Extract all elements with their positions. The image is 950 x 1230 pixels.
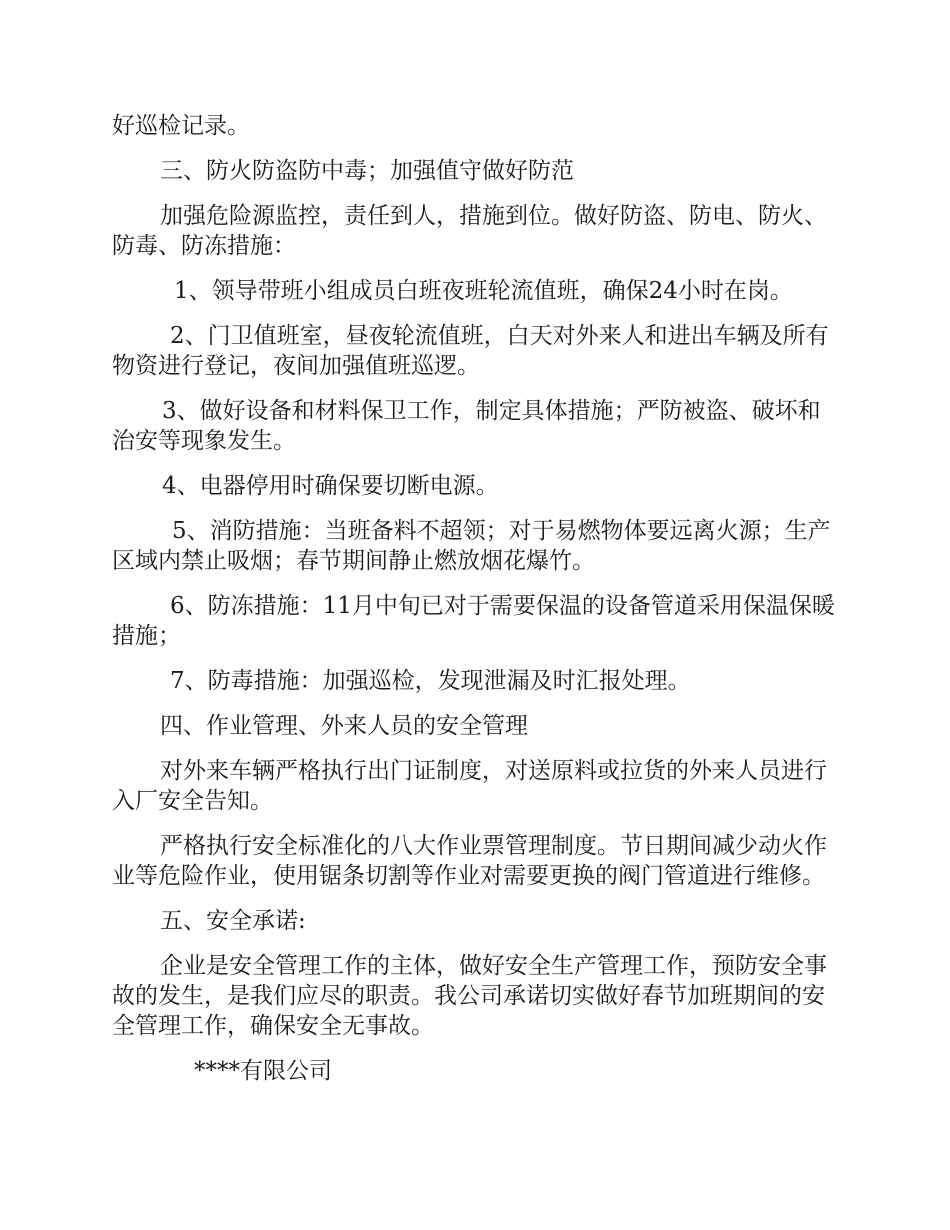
list-item-6: 6、防冻措施：11月中旬已对于需要保温的设备管道采用保温保暖措施； bbox=[112, 593, 835, 649]
list-item-4: 4、电器停用时确保要切断电源。 bbox=[162, 473, 499, 499]
section-heading-fire-theft-poison: 三、防火防盗防中毒；加强值守做好防范 bbox=[160, 158, 574, 184]
list-item-1: 1、领导带班小组成员白班夜班轮流值班，确保24小时在岗。 bbox=[174, 278, 793, 304]
paragraph-continuation: 好巡检记录。 bbox=[112, 113, 250, 139]
list-item-5: 5、消防措施：当班备料不超领；对于易燃物体要远离火源；生产区域内禁止吸烟；春节期间静止燃放烟花爆竹。 bbox=[112, 518, 831, 574]
list-item-2: 2、门卫值班室，昼夜轮流值班，白天对外来人和进出车辆及所有物资进行登记，夜间加强值班巡逻。 bbox=[112, 323, 829, 379]
list-item-3: 3、做好设备和材料保卫工作，制定具体措施；严防被盗、破坏和治安等现象发生。 bbox=[112, 398, 821, 454]
section-heading-safety-commitment: 五、安全承诺: bbox=[160, 908, 306, 934]
paragraph-commitment: 企业是安全管理工作的主体，做好安全生产管理工作，预防安全事故的发生，是我们应尽的职责。我公司承诺切实做好春节加班期间的安全管理工作，确保安全无事故。 bbox=[112, 953, 827, 1039]
paragraph-hazard-monitoring: 加强危险源监控，责任到人，措施到位。做好防盗、防电、防火、防毒、防冻措施： bbox=[112, 203, 827, 259]
list-item-7: 7、防毒措施：加强巡检，发现泄漏及时汇报处理。 bbox=[170, 668, 691, 694]
company-signature: ****有限公司 bbox=[194, 1058, 332, 1084]
section-heading-work-management: 四、作业管理、外来人员的安全管理 bbox=[160, 713, 528, 739]
paragraph-work-permits: 严格执行安全标准化的八大作业票管理制度。节日期间减少动火作业等危险作业，使用锯条切割等作业对需要更换的阀门管道进行维修。 bbox=[112, 833, 827, 889]
document-body bbox=[112, 111, 836, 1101]
paragraph-vehicle-control: 对外来车辆严格执行出门证制度，对送原料或拉货的外来人员进行入厂安全告知。 bbox=[112, 758, 827, 814]
